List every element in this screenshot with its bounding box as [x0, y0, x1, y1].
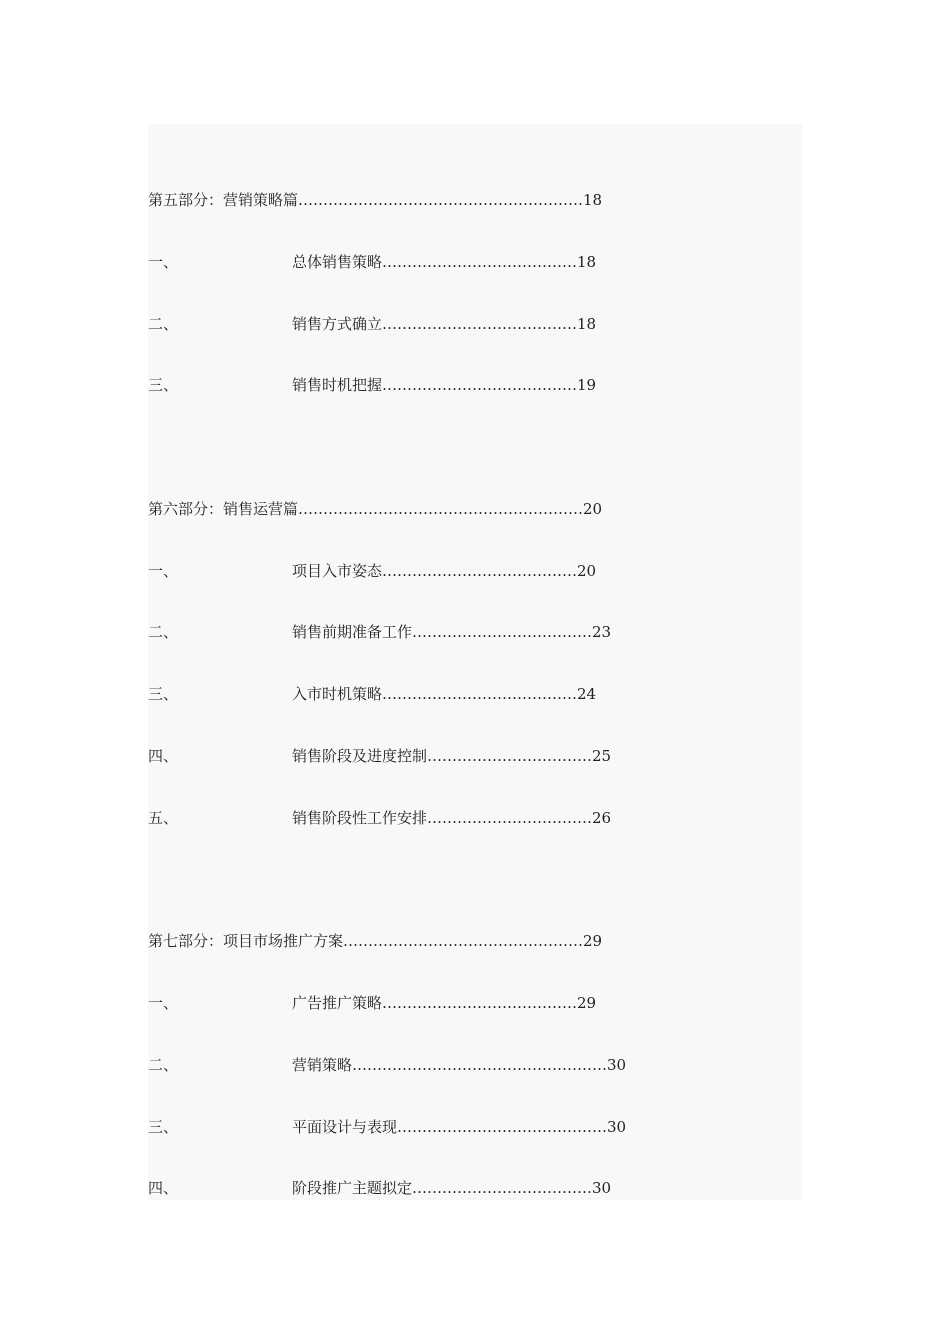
toc-item-entry — [292, 1115, 626, 1139]
toc-leader-dots: ………………………………… — [382, 685, 578, 703]
toc-item-number: 一、 — [148, 562, 179, 580]
toc-item-entry — [292, 620, 611, 644]
toc-item-title: 营销策略 — [292, 1056, 353, 1074]
toc-page-number: 30 — [607, 1056, 627, 1074]
toc-item-number: 一、 — [148, 253, 179, 271]
toc-leader-dots: ………………………………………… — [343, 932, 584, 950]
toc-page-number: 30 — [607, 1118, 627, 1136]
toc-leader-dots: ………………………………… — [382, 253, 578, 271]
toc-part-entry — [148, 188, 602, 212]
toc-item-entry — [292, 744, 611, 768]
toc-leader-dots: ………………………………… — [382, 376, 578, 394]
toc-leader-dots: ………………………………… — [382, 562, 578, 580]
table-of-contents — [148, 124, 802, 1200]
toc-page-number: 23 — [592, 623, 612, 641]
toc-part-entry — [148, 929, 602, 953]
toc-page-number: 20 — [583, 500, 603, 518]
toc-item-entry — [292, 1053, 626, 1077]
toc-page-number: 26 — [592, 809, 612, 827]
toc-item-entry — [292, 682, 596, 706]
toc-item-entry — [292, 1176, 611, 1200]
toc-page-number: 25 — [592, 747, 612, 765]
toc-item-number: 二、 — [148, 623, 179, 641]
toc-item-title: 销售阶段及进度控制 — [292, 747, 428, 765]
toc-item-title: 销售阶段性工作安排 — [292, 809, 428, 827]
toc-part-title: 第六部分：销售运营篇 — [148, 500, 299, 518]
toc-item-title: 项目入市姿态 — [292, 562, 383, 580]
toc-page-number: 19 — [577, 376, 597, 394]
toc-page-number: 29 — [577, 994, 597, 1012]
toc-item-number: 三、 — [148, 376, 179, 394]
toc-item-title: 销售前期准备工作 — [292, 623, 413, 641]
toc-item-number: 三、 — [148, 1118, 179, 1136]
toc-leader-dots: ………………………………… — [382, 315, 578, 333]
toc-leader-dots: ………………………………………………… — [298, 500, 584, 518]
toc-item-title: 销售方式确立 — [292, 315, 383, 333]
toc-leader-dots: …………………………… — [427, 809, 593, 827]
toc-leader-dots: ……………………………… — [412, 623, 593, 641]
toc-item-entry — [292, 312, 596, 336]
toc-leader-dots: …………………………………………… — [352, 1056, 608, 1074]
toc-item-entry — [292, 991, 596, 1015]
toc-part-title: 第五部分：营销策略篇 — [148, 191, 299, 209]
toc-item-number: 四、 — [148, 1179, 179, 1197]
toc-item-number: 四、 — [148, 747, 179, 765]
toc-item-title: 平面设计与表现 — [292, 1118, 398, 1136]
toc-leader-dots: ………………………………… — [382, 994, 578, 1012]
toc-part-entry — [148, 497, 602, 521]
toc-item-title: 总体销售策略 — [292, 253, 383, 271]
toc-leader-dots: …………………………… — [427, 747, 593, 765]
toc-item-entry — [292, 250, 596, 274]
toc-leader-dots: ………………………………………………… — [298, 191, 584, 209]
toc-leader-dots: …………………………………… — [397, 1118, 608, 1136]
toc-item-number: 二、 — [148, 1056, 179, 1074]
toc-page-number: 29 — [583, 932, 603, 950]
toc-item-number: 五、 — [148, 809, 179, 827]
toc-item-number: 一、 — [148, 994, 179, 1012]
toc-item-title: 入市时机策略 — [292, 685, 383, 703]
toc-leader-dots: ……………………………… — [412, 1179, 593, 1197]
toc-page-number: 20 — [577, 562, 597, 580]
toc-page-number: 18 — [583, 191, 603, 209]
toc-item-number: 二、 — [148, 315, 179, 333]
toc-item-title: 阶段推广主题拟定 — [292, 1179, 413, 1197]
toc-item-entry — [292, 373, 596, 397]
toc-part-title: 第七部分：项目市场推广方案 — [148, 932, 344, 950]
toc-page-number: 30 — [592, 1179, 612, 1197]
toc-item-number: 三、 — [148, 685, 179, 703]
toc-item-title: 广告推广策略 — [292, 994, 383, 1012]
toc-item-title: 销售时机把握 — [292, 376, 383, 394]
toc-item-entry — [292, 806, 611, 830]
toc-page-number: 18 — [577, 253, 597, 271]
toc-page-number: 18 — [577, 315, 597, 333]
toc-item-entry — [292, 559, 596, 583]
toc-page-number: 24 — [577, 685, 597, 703]
